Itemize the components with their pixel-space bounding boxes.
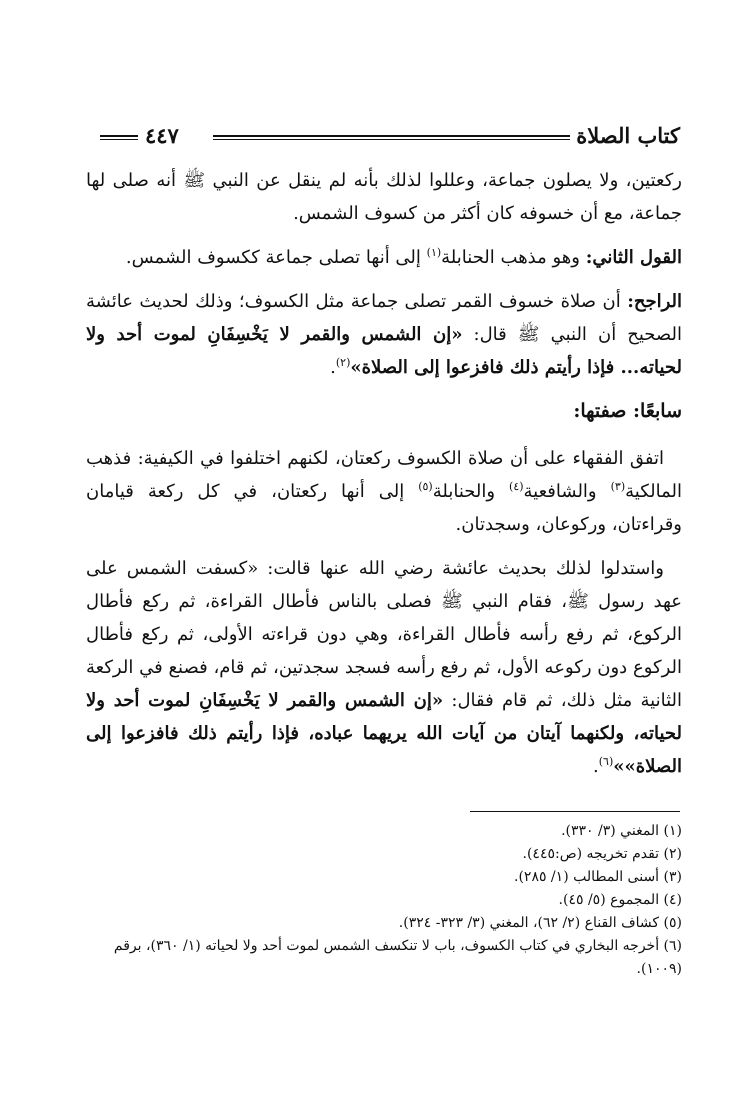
paragraph-text: أن صلاة خسوف القمر تصلى جماعة مثل الكسوف؛ وذلك لحديث عائشة الصحيح أن النبي ﷺ قال: [86, 291, 682, 345]
paragraph-end: . [592, 756, 599, 777]
footnote-ref[interactable]: (٤) [509, 480, 524, 493]
paragraph-2 [86, 241, 682, 274]
paragraph-text: واستدلوا لذلك بحديث عائشة رضي الله عنها قالت: «كسفت الشمس على عهد رسول ﷺ، فقام النبي ﷺ فصلى بالناس فأطال القراءة، ثم ركع فأطال الركوع، ثم رفع رأسه فأطال القراءة، وهي دون قراءته الأولى، ثم ركع فأطال الركوع دون ركوعه الأول، ثم رفع رأسه فسجد سجدتين، ثم قام، فصنع في الركعة الثانية مثل ذلك، ثم قام فقال: [86, 558, 682, 711]
paragraph-1 [86, 164, 682, 230]
preferred-label: الراجح: [627, 291, 682, 312]
paragraph-text: إلى أنها تصلى جماعة ككسوف الشمس. [125, 247, 427, 268]
hadith-quote: «إن الشمس والقمر لا يَخْسِفَانِ لموت أحد ولا لحياته، ولكنهما آيتان من آيات الله يريهما عباده، فإذا رأيتم ذلك فافزعوا إلى الصلاة»» [86, 690, 682, 777]
footnote-4: (٤) المجموع (٥/ ٤٥). [558, 892, 682, 908]
paragraph-4 [86, 442, 682, 541]
footnote-3: (٣) أسنى المطالب (١/ ٢٨٥). [514, 869, 682, 885]
paragraph-3 [86, 285, 682, 384]
footnote-ref[interactable]: (٢) [335, 356, 351, 369]
header-rule-short [100, 135, 138, 140]
footnote-6: (٦) أخرجه البخاري في كتاب الكسوف، باب لا تنكسف الشمس لموت أحد ولا لحياته (١/ ٣٦٠)، برقم (١٠٠٩). [113, 938, 682, 977]
header-chapter-title: كتاب الصلاة [576, 123, 680, 148]
footnote-divider [470, 811, 680, 812]
page-number: ٤٤٧ [145, 123, 179, 148]
footnote-2: (٢) تقدم تخريجه (ص:٤٤٥). [522, 846, 682, 862]
main-text [86, 164, 682, 794]
footnote-1: (١) المغني (٣/ ٣٣٠). [561, 823, 682, 839]
paragraph-text: إلى أنها ركعتان، في كل ركعة قيامان وقراءتان، وركوعان، وسجدتان. [86, 481, 682, 535]
header-rule [213, 135, 570, 140]
opinion-label: القول الثاني: [585, 247, 682, 268]
paragraph-text: والحنابلة [432, 481, 510, 502]
footnote-ref[interactable]: (٥) [418, 480, 433, 493]
footnote-ref[interactable]: (٦) [598, 755, 614, 768]
paragraph-end: . [330, 357, 336, 378]
hadith-quote: «إن الشمس والقمر لا يَخْسِفَانِ لموت أحد ولا لحياته... فإذا رأيتم ذلك فافزعوا إلى الصلاة» [86, 324, 682, 378]
paragraph-5 [86, 552, 682, 783]
paragraph-text: وهو مذهب الحنابلة [441, 247, 586, 268]
section-heading: سابعًا: صفتها: [573, 400, 682, 422]
running-header [100, 122, 680, 152]
footnote-5: (٥) كشاف القناع (٢/ ٦٢)، المغني (٣/ ٣٢٣- ٣٢٤). [398, 915, 682, 931]
paragraph-text: والشافعية [523, 481, 611, 502]
paragraph-text: ركعتين، ولا يصلون جماعة، وعللوا لذلك بأنه لم ينقل عن النبي ﷺ أنه صلى لها جماعة، مع أن خسوفه كان أكثر من كسوف الشمس. [86, 170, 682, 224]
paragraph-text: اتفق الفقهاء على أن صلاة الكسوف ركعتان، لكنهم اختلفوا في الكيفية: فذهب المالكية [86, 448, 682, 502]
footnote-ref[interactable]: (٣) [610, 480, 626, 493]
footnotes [80, 820, 682, 981]
footnote-ref[interactable]: (١) [426, 246, 442, 259]
